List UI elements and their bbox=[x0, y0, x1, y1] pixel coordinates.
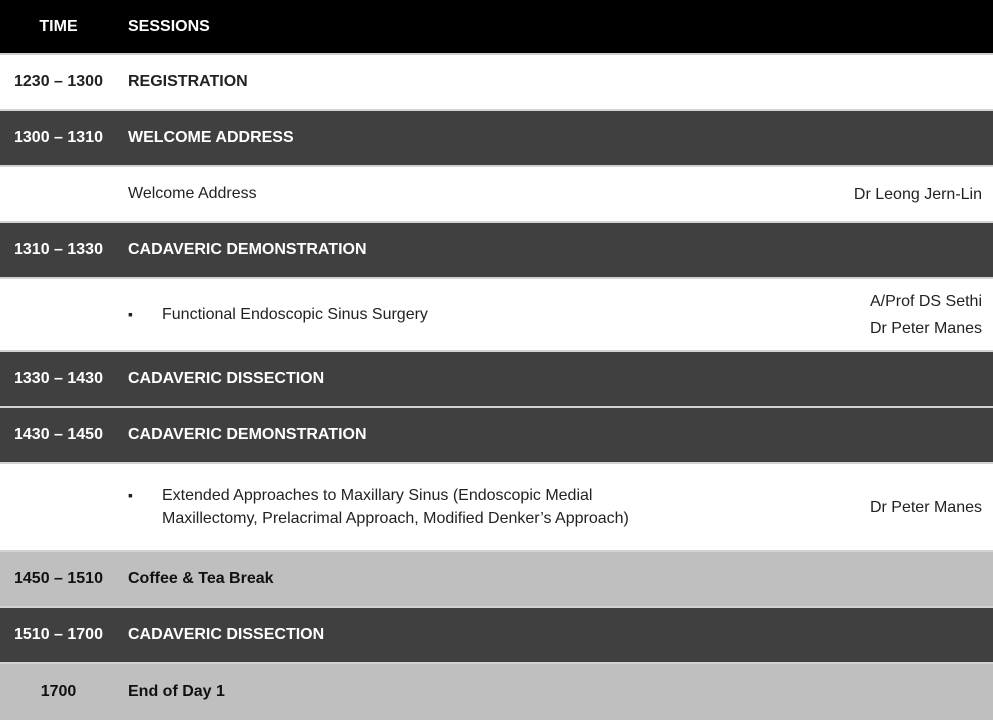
row-title: Coffee & Tea Break bbox=[128, 570, 274, 587]
speaker-name: Dr Peter Manes bbox=[869, 498, 982, 516]
table-row bbox=[0, 464, 993, 552]
bullet-icon: ▪ bbox=[128, 306, 133, 322]
row-title: CADAVERIC DEMONSTRATION bbox=[128, 241, 367, 258]
table-row bbox=[0, 55, 993, 111]
sessions-column-header: SESSIONS bbox=[128, 17, 210, 35]
row-time: 1430 – 1450 bbox=[14, 426, 103, 443]
bullet-icon: ▪ bbox=[128, 487, 133, 503]
row-time: 1700 bbox=[40, 683, 77, 700]
row-time: 1330 – 1430 bbox=[14, 370, 103, 387]
table-row bbox=[0, 167, 993, 223]
speaker-name: Dr Peter Manes bbox=[869, 319, 982, 337]
row-time: 1310 – 1330 bbox=[14, 241, 103, 258]
row-title: CADAVERIC DISSECTION bbox=[128, 370, 325, 387]
row-session bbox=[117, 303, 870, 326]
time-column-header: TIME bbox=[39, 17, 78, 35]
table-header bbox=[0, 0, 993, 55]
row-title: WELCOME ADDRESS bbox=[128, 129, 294, 146]
table-row bbox=[0, 223, 993, 279]
row-time: 1450 – 1510 bbox=[14, 570, 103, 587]
row-speakers bbox=[870, 494, 993, 521]
row-speakers bbox=[870, 288, 993, 342]
table-row bbox=[0, 608, 993, 664]
table-row bbox=[0, 352, 993, 408]
row-title: CADAVERIC DISSECTION bbox=[128, 626, 325, 643]
row-title: CADAVERIC DEMONSTRATION bbox=[128, 426, 367, 443]
row-time: 1230 – 1300 bbox=[14, 73, 103, 90]
title-line: Extended Approaches to Maxillary Sinus (Endoscopic Medial bbox=[162, 487, 593, 504]
row-title: REGISTRATION bbox=[128, 73, 248, 90]
table-row bbox=[0, 111, 993, 167]
table-row bbox=[0, 552, 993, 608]
row-title: Functional Endoscopic Sinus Surgery bbox=[162, 306, 428, 323]
row-title: End of Day 1 bbox=[128, 683, 225, 700]
row-speakers bbox=[854, 181, 993, 208]
row-time: 1510 – 1700 bbox=[14, 626, 103, 643]
table-row bbox=[0, 279, 993, 352]
row-title bbox=[162, 484, 629, 530]
speaker-name: Dr Leong Jern-Lin bbox=[853, 185, 982, 203]
row-session bbox=[117, 484, 870, 530]
speaker-name: A/Prof DS Sethi bbox=[869, 292, 982, 310]
table-row bbox=[0, 664, 993, 720]
row-title: Welcome Address bbox=[128, 185, 257, 202]
table-row bbox=[0, 408, 993, 464]
title-line: Maxillectomy, Prelacrimal Approach, Modified Denker’s Approach) bbox=[162, 510, 629, 527]
row-time: 1300 – 1310 bbox=[14, 129, 103, 146]
